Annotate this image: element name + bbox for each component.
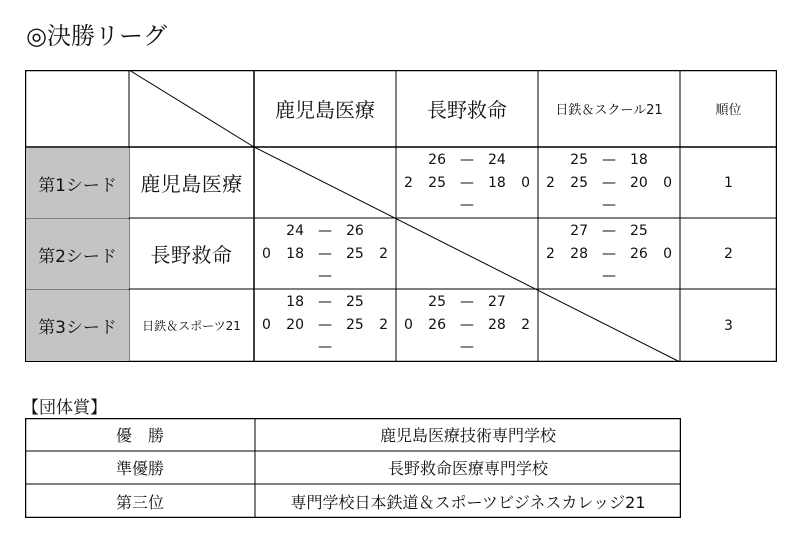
awards-heading: 【団体賞】 [22, 398, 107, 418]
set1-score: 25 — 18 [570, 152, 648, 168]
set3-placeholder: — [460, 339, 474, 355]
sets-won-right: 0 [663, 175, 672, 191]
set2-score: 18 — 25 [286, 246, 364, 262]
set2-score: 26 — 28 [428, 317, 506, 333]
sets-won-right: 0 [521, 175, 530, 191]
set3-placeholder: — [318, 339, 332, 355]
awards-table [25, 418, 681, 518]
sets-won-left: 0 [404, 317, 413, 333]
header-team-1: 鹿児島医療 [275, 98, 375, 122]
rank-2: 2 [724, 245, 733, 262]
header-team-2: 長野救命 [427, 98, 507, 122]
set2-score: 20 — 25 [286, 317, 364, 333]
set1-score: 18 — 25 [286, 294, 364, 310]
set1-score: 24 — 26 [286, 223, 364, 239]
score-cell-2-3 [538, 218, 680, 289]
rank-1: 1 [724, 174, 733, 191]
set3-placeholder: — [460, 197, 474, 213]
sets-won-left: 2 [546, 246, 555, 262]
set3-placeholder: — [602, 268, 616, 284]
award-school-2: 長野救命医療専門学校 [387, 459, 548, 478]
seed-label-1: 第1シード [26, 148, 129, 218]
sets-won-right: 0 [663, 246, 672, 262]
sets-won-right: 2 [521, 317, 530, 333]
header-team-3: 日鉄＆スクール21 [555, 103, 663, 118]
score-cell-3-1 [254, 289, 396, 362]
award-school-1: 鹿児島医療技術専門学校 [379, 426, 556, 445]
sets-won-left: 2 [546, 175, 555, 191]
award-place-1: 優 勝 [115, 426, 164, 445]
set1-score: 26 — 24 [428, 152, 506, 168]
rank-3: 3 [724, 317, 733, 334]
sets-won-left: 0 [262, 246, 271, 262]
row-team-1: 鹿児島医療 [140, 172, 243, 196]
score-cell-1-3 [538, 147, 680, 218]
set2-score: 28 — 26 [570, 246, 648, 262]
seed-label-2: 第2シード [26, 219, 129, 289]
award-place-2: 準優勝 [115, 459, 164, 478]
set3-placeholder: — [602, 197, 616, 213]
sets-won-right: 2 [379, 246, 388, 262]
set3-placeholder: — [318, 268, 332, 284]
league-table [25, 70, 777, 362]
page-title: ◎決勝リーグ [26, 22, 167, 50]
set2-score: 25 — 18 [428, 175, 506, 191]
row-team-2: 長野救命 [150, 243, 233, 267]
sets-won-right: 2 [379, 317, 388, 333]
set1-score: 25 — 27 [428, 294, 506, 310]
score-cell-1-2 [396, 147, 538, 218]
row-team-3: 日鉄＆スポーツ21 [142, 319, 241, 333]
set2-score: 25 — 20 [570, 175, 648, 191]
award-school-3: 専門学校日本鉄道＆スポーツビジネスカレッジ21 [290, 492, 646, 512]
award-place-3: 第三位 [115, 492, 164, 512]
header-rank: 順位 [715, 103, 742, 118]
sets-won-left: 0 [262, 317, 271, 333]
sets-won-left: 2 [404, 175, 413, 191]
score-cell-3-2 [396, 289, 538, 362]
set1-score: 27 — 25 [570, 223, 648, 239]
score-cell-2-1 [254, 218, 396, 289]
seed-label-3: 第3シード [26, 290, 129, 361]
